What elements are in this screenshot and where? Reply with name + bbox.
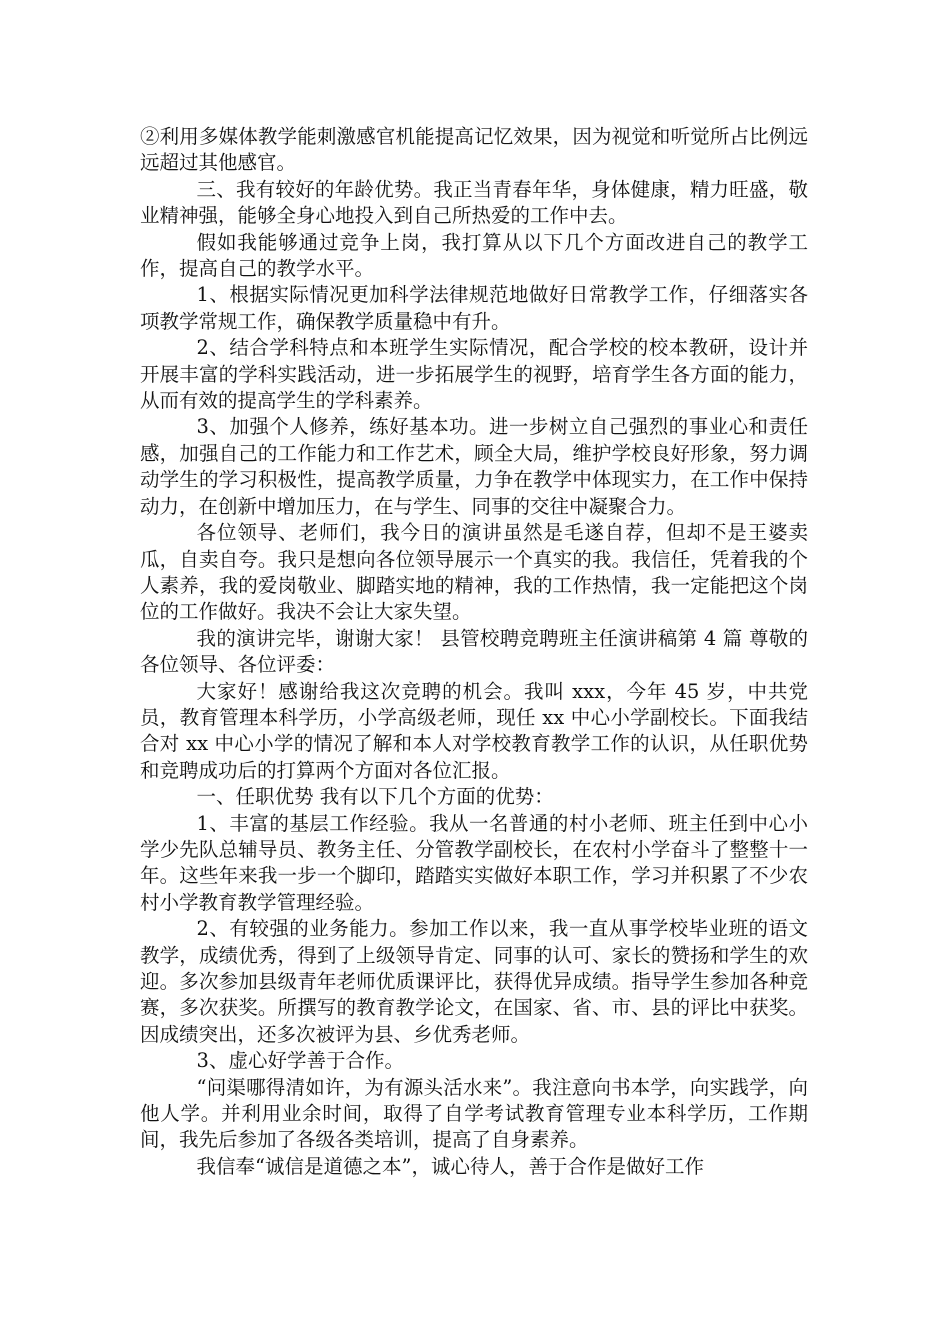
- paragraph: ②利用多媒体教学能刺激感官机能提高记忆效果，因为视觉和听觉所占比例远远超过其他感官。: [140, 125, 808, 175]
- paragraph: 各位领导、老师们，我今日的演讲虽然是毛遂自荐，但却不是王婆卖瓜，自卖自夸。我只是想向各位领导展示一个真实的我。我信任，凭着我的个人素养，我的爱岗敬业、脚踏实地的精神，我的工作热情，我一定能把这个岗位的工作做好。我决不会让大家失望。: [140, 521, 808, 624]
- paragraph: 一、任职优势 我有以下几个方面的优势：: [196, 785, 554, 809]
- paragraph: 3、加强个人修养，练好基本功。进一步树立自己强烈的事业心和责任感，加强自己的工作能力和工作艺术，顾全大局，维护学校良好形象，努力调动学生的学习积极性，提高教学质量，力争在教学中体现实力，在工作中保持动力，在创新中增加压力，在与学生、同事的交往中凝聚合力。: [140, 415, 808, 518]
- paragraph: “问渠哪得清如许，为有源头活水来”。我注意向书本学，向实践学，向他人学。并利用业余时间，取得了自学考试教育管理专业本科学历，工作期间，我先后参加了各级各类培训，提高了自身素养。: [140, 1075, 808, 1152]
- paragraph: 我信奉“诚信是道德之本”，诚心待人，善于合作是做好工作: [196, 1154, 704, 1178]
- paragraph: 1、根据实际情况更加科学法律规范地做好日常教学工作，仔细落实各项教学常规工作，确保教学质量稳中有升。: [140, 283, 808, 333]
- paragraph: 2、有较强的业务能力。参加工作以来，我一直从事学校毕业班的语文教学，成绩优秀，得到了上级领导肯定、同事的认可、家长的赞扬和学生的欢迎。多次参加县级青年老师优质课评比，获得优异成绩。指导学生参加各种竞赛，多次获奖。所撰写的教育教学论文，在国家、省、市、县的评比中获奖。因成绩突出，还多次被评为县、乡优秀老师。: [140, 917, 808, 1046]
- paragraph: 1、丰富的基层工作经验。我从一名普通的村小老师、班主任到中心小学少先队总辅导员、教务主任、分管教学副校长，在农村小学奋斗了整整十一年。这些年来我一步一个脚印，踏踏实实做好本职工作，学习并积累了不少农村小学教育教学管理经验。: [140, 811, 808, 914]
- paragraph: 假如我能够通过竞争上岗，我打算从以下几个方面改进自己的教学工作，提高自己的教学水平。: [140, 230, 808, 281]
- paragraph: 2、结合学科特点和本班学生实际情况，配合学校的校本教研，设计并开展丰富的学科实践活动，进一步拓展学生的视野，培育学生各方面的能力，从而有效的提高学生的学科素养。: [140, 336, 808, 413]
- paragraph: 三、我有较好的年龄优势。我正当青春年华，身体健康，精力旺盛，敬业精神强，能够全身心地投入到自己所热爱的工作中去。: [140, 177, 808, 228]
- paragraph: 3、虚心好学善于合作。: [196, 1049, 404, 1073]
- paragraph: 大家好！感谢给我这次竞聘的机会。我叫 xxx，今年 45 岁，中共党员，教育管理本科学历，小学高级老师，现任 xx 中心小学副校长。下面我结合对 xx 中心小学的情况了解和本人对学校教育教学工作的认识，从任职优势和竞聘成功后的打算两个方面对各位汇报。: [140, 679, 808, 782]
- document-body: [140, 124, 808, 1180]
- paragraph: 我的演讲完毕，谢谢大家！ 县管校聘竞聘班主任演讲稿第 4 篇 尊敬的各位领导、各位评委：: [140, 626, 808, 677]
